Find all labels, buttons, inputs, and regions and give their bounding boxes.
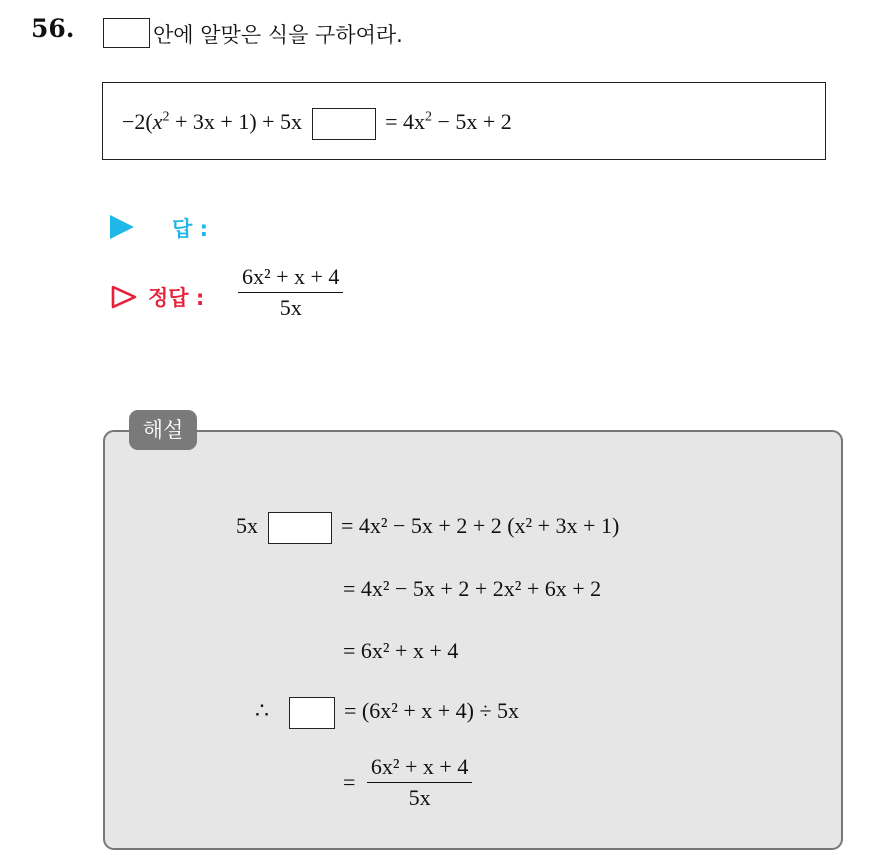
therefore-symbol: ∴ xyxy=(255,698,269,724)
solution-line-5-eq: = xyxy=(343,769,356,795)
equation-blank-box xyxy=(312,108,376,140)
correct-denominator: 5x xyxy=(279,295,302,320)
solution-line-2: = 4x² − 5x + 2 + 2x² + 6x + 2 xyxy=(343,576,602,601)
solution-tab: 해설 xyxy=(129,410,197,450)
equation-rhs-part1: = 4x xyxy=(385,109,425,135)
equation-lhs-part1: −2( xyxy=(122,109,153,135)
solution-line-5-denominator: 5x xyxy=(408,785,431,810)
question-instruction: 안에 알맞은 식을 구하여라. xyxy=(153,23,403,47)
solution-line-1 xyxy=(236,512,619,544)
answer-marker-icon xyxy=(110,215,134,239)
solution-blank-box-2 xyxy=(289,697,335,729)
equation-lhs-part2: + 3x + 1) + 5x xyxy=(169,109,303,135)
correct-marker-icon xyxy=(110,284,138,310)
answer-label: 답 : xyxy=(172,217,208,241)
solution-line-4 xyxy=(255,697,519,729)
question-blank-box xyxy=(103,18,150,48)
equation-x: x xyxy=(152,109,163,135)
correct-fraction xyxy=(238,264,343,321)
solution-line-5 xyxy=(343,754,472,811)
solution-blank-box-1 xyxy=(268,512,332,544)
question-number: 56. xyxy=(31,14,75,43)
solution-line-5-numerator: 6x² + x + 4 xyxy=(367,754,472,783)
equation-exponent: 2 xyxy=(162,109,170,125)
equation-rhs-exponent: 2 xyxy=(424,109,432,125)
solution-line-3: = 6x² + x + 4 xyxy=(343,638,459,663)
correct-label: 정답 : xyxy=(148,286,205,310)
equation-line xyxy=(122,108,512,140)
solution-line-4-rhs: = (6x² + x + 4) ÷ 5x xyxy=(344,698,520,724)
solution-line-1-lhs: 5x xyxy=(236,513,258,539)
equation-rhs-part2: − 5x + 2 xyxy=(431,109,512,135)
solution-line-1-rhs: = 4x² − 5x + 2 + 2 (x² + 3x + 1) xyxy=(341,513,620,539)
solution-panel xyxy=(103,430,843,850)
correct-numerator: 6x² + x + 4 xyxy=(238,264,343,293)
